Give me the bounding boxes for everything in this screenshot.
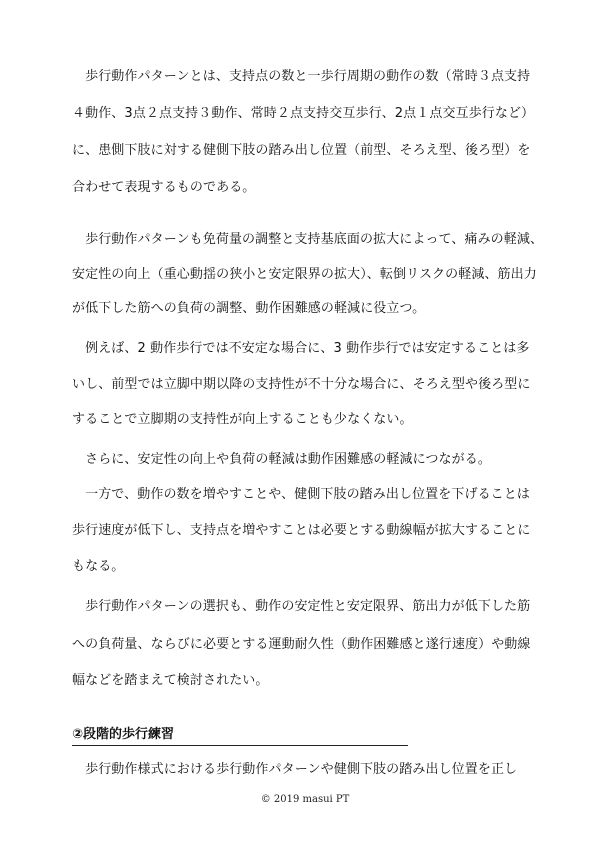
paragraph-line: への負荷量、ならびに必要とする運動耐久性（動作困難感と遂行速度）や動線 [72,637,531,652]
paragraph-line: 歩行動作様式における歩行動作パターンや健側下肢の踏み出し位置を正し [72,762,518,777]
copyright-footer: © 2019 masui PT [260,794,350,805]
paragraph-line: ４動作、3点２点支持３動作、常時２点支持交互歩行、2点１点交互歩行など） [72,106,535,121]
paragraph-line: に、患側下肢に対する健側下肢の踏み出し位置（前型、そろえ型、後ろ型）を [72,143,531,158]
paragraph-line: 安定性の向上（重心動揺の狭小と安定限界の拡大）、転倒リスクの軽減、筋出力 [72,267,537,282]
paragraph-line: 例えば、2 動作歩行では不安定な場合に、3 動作歩行では安定することは多 [72,341,530,356]
paragraph-line: いし、前型では立脚中期以降の支持性が不十分な場合に、そろえ型や後ろ型に [72,377,531,392]
paragraph-line: 歩行動作パターンも免荷量の調整と支持基底面の拡大によって、痛みの軽減、 [72,232,544,247]
paragraph-line: 歩行動作パターンとは、支持点の数と一歩行周期の動作の数（常時３点支持 [72,69,531,84]
section-heading: ②段階的歩行練習 [72,726,408,746]
paragraph-line: 歩行動作パターンの選択も、動作の安定性と安定限界、筋出力が低下した筋 [72,599,531,614]
paragraph-line: が低下した筋への負荷の調整、動作困難感の軽減に役立つ。 [72,301,426,316]
paragraph-line: 合わせて表現するものである。 [72,180,256,195]
paragraph-line: 一方で、動作の数を増やすことや、健側下肢の踏み出し位置を下げることは [72,487,530,502]
paragraph-line: さらに、安定性の向上や負荷の軽減は動作困難感の軽減につながる。 [72,452,491,467]
paragraph-line: もなる。 [72,559,125,574]
paragraph-line: することで立脚期の支持性が向上することも少なくない。 [72,412,413,427]
paragraph-line: 歩行速度が低下し、支持点を増やすことは必要とする動線幅が拡大することに [72,523,531,538]
paragraph-line: 幅などを踏まえて検討されたい。 [72,673,269,688]
